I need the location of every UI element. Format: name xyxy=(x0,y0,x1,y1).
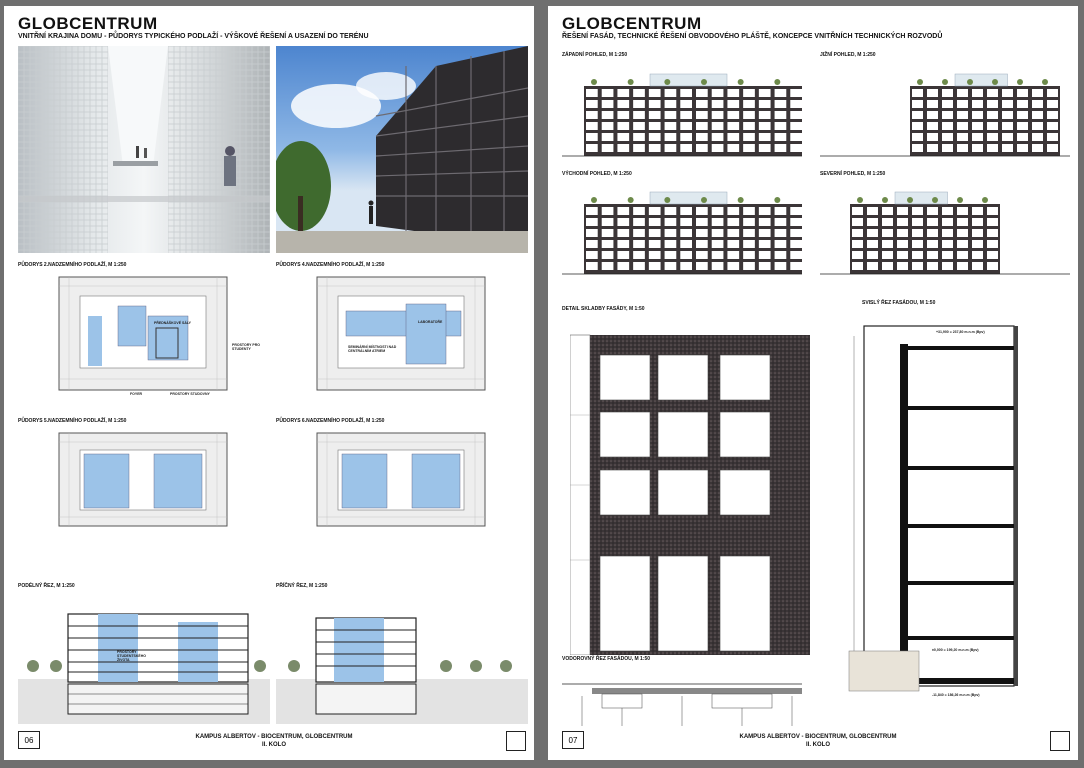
horizontal-section-label: VODOROVNÝ ŘEZ FASÁDOU, M 1:50 xyxy=(562,656,651,662)
east-view-label: VÝCHODNÍ POHLED, M 1:250 xyxy=(562,171,632,177)
transverse-section-drawing xyxy=(276,604,528,724)
level-bottom: -11,840 = 186,26 m.n.m (Bpv) xyxy=(932,693,980,697)
left-sheet xyxy=(4,6,534,760)
plan-6-drawing xyxy=(316,432,486,527)
plan-4-label-labs: LABORATOŘE xyxy=(418,320,443,324)
south-view-label: JIŽNÍ POHLED, M 1:250 xyxy=(820,52,876,58)
plan-2-label-study: PROSTORY STUDOVNY xyxy=(170,392,210,396)
right-title: GLOBCENTRUM xyxy=(562,14,702,33)
north-view-label: SEVERNÍ POHLED, M 1:250 xyxy=(820,171,886,177)
west-elevation xyxy=(562,64,802,164)
plan-2-label-halls: PŘEDNÁŠKOVÉ SÁLY xyxy=(154,321,192,325)
right-sheet xyxy=(548,6,1078,760)
right-subtitle: ŘEŠENÍ FASÁD, TECHNICKÉ ŘEŠENÍ OBVODOVÉHO PLÁŠTĚ, KONCEPCE VNITŘNÍCH TECHNICKÝCH ROZVODŮ xyxy=(562,33,943,40)
left-footer xyxy=(164,733,384,749)
left-page-number: 06 xyxy=(18,731,40,749)
exterior-photo xyxy=(276,46,528,253)
plan-5-drawing xyxy=(58,432,228,527)
right-footer-line2: II. KOLO xyxy=(806,742,830,748)
plan-6-label: PŮDORYS 6.NADZEMNÍHO PODLAŽÍ, M 1:250 xyxy=(276,418,385,424)
detail-label: DETAIL SKLADBY FASÁDY, M 1:50 xyxy=(562,306,645,312)
right-empty-box xyxy=(1050,731,1070,751)
left-footer-line2: II. KOLO xyxy=(262,742,286,748)
south-elevation xyxy=(820,64,1070,164)
exterior-render xyxy=(276,46,528,253)
plan-2-label-foyer: FOYER xyxy=(130,392,143,396)
plan-4-label: PŮDORYS 4.NADZEMNÍHO PODLAŽÍ, M 1:250 xyxy=(276,262,385,268)
plan-2-drawing xyxy=(58,276,228,391)
east-elevation xyxy=(562,182,802,282)
left-empty-box xyxy=(506,731,526,751)
west-view-label: ZÁPADNÍ POHLED, M 1:250 xyxy=(562,52,628,58)
plan-2-label-students: PROSTORY PRO STUDENTY xyxy=(232,343,260,351)
plan-4-label-seminar: SEMINÁRNÍ MÍSTNOSTI NAD CENTRÁLNÍM ATRIEM xyxy=(348,345,397,353)
right-footer-line1: KAMPUS ALBERTOV - BIOCENTRUM, GLOBCENTRUM xyxy=(739,734,897,740)
left-title: GLOBCENTRUM xyxy=(18,14,158,33)
level-top: +31,900 = 237,80 m.n.m (Bpv) xyxy=(936,330,985,334)
transverse-section-label: PŘÍČNÝ ŘEZ, M 1:250 xyxy=(276,583,328,589)
vertical-section-drawing xyxy=(844,306,1070,716)
longitudinal-section-drawing xyxy=(18,604,270,724)
interior-render xyxy=(18,46,270,253)
plan-2-label: PŮDORYS 2.NADZEMNÍHO PODLAŽÍ, M 1:250 xyxy=(18,262,127,268)
plan-4-drawing xyxy=(316,276,486,391)
plan-5-label: PŮDORYS 5.NADZEMNÍHO PODLAŽÍ, M 1:250 xyxy=(18,418,127,424)
left-subtitle: VNITŘNÍ KRAJINA DOMU - PŮDORYS TYPICKÉHO PODLAŽÍ - VÝŠKOVÉ ŘEŠENÍ A USAZENÍ DO TERÉNU xyxy=(18,33,369,40)
interior-photo xyxy=(18,46,270,253)
right-footer xyxy=(708,733,928,749)
vertical-section-label: SVISLÝ ŘEZ FASÁDOU, M 1:50 xyxy=(862,300,936,306)
north-elevation xyxy=(820,182,1070,282)
horizontal-section-drawing xyxy=(562,666,802,726)
longitudinal-section-label: PODÉLNÝ ŘEZ, M 1:250 xyxy=(18,583,75,589)
right-page-number: 07 xyxy=(562,731,584,749)
level-mid: ±0,000 = 199,20 m.n.m (Bpv) xyxy=(932,648,979,652)
facade-detail-drawing xyxy=(570,320,810,655)
section-label-student-life: PROSTORY STUDENTSKÉHO ŽIVOTA xyxy=(117,650,146,662)
left-footer-line1: KAMPUS ALBERTOV - BIOCENTRUM, GLOBCENTRUM xyxy=(195,734,353,740)
